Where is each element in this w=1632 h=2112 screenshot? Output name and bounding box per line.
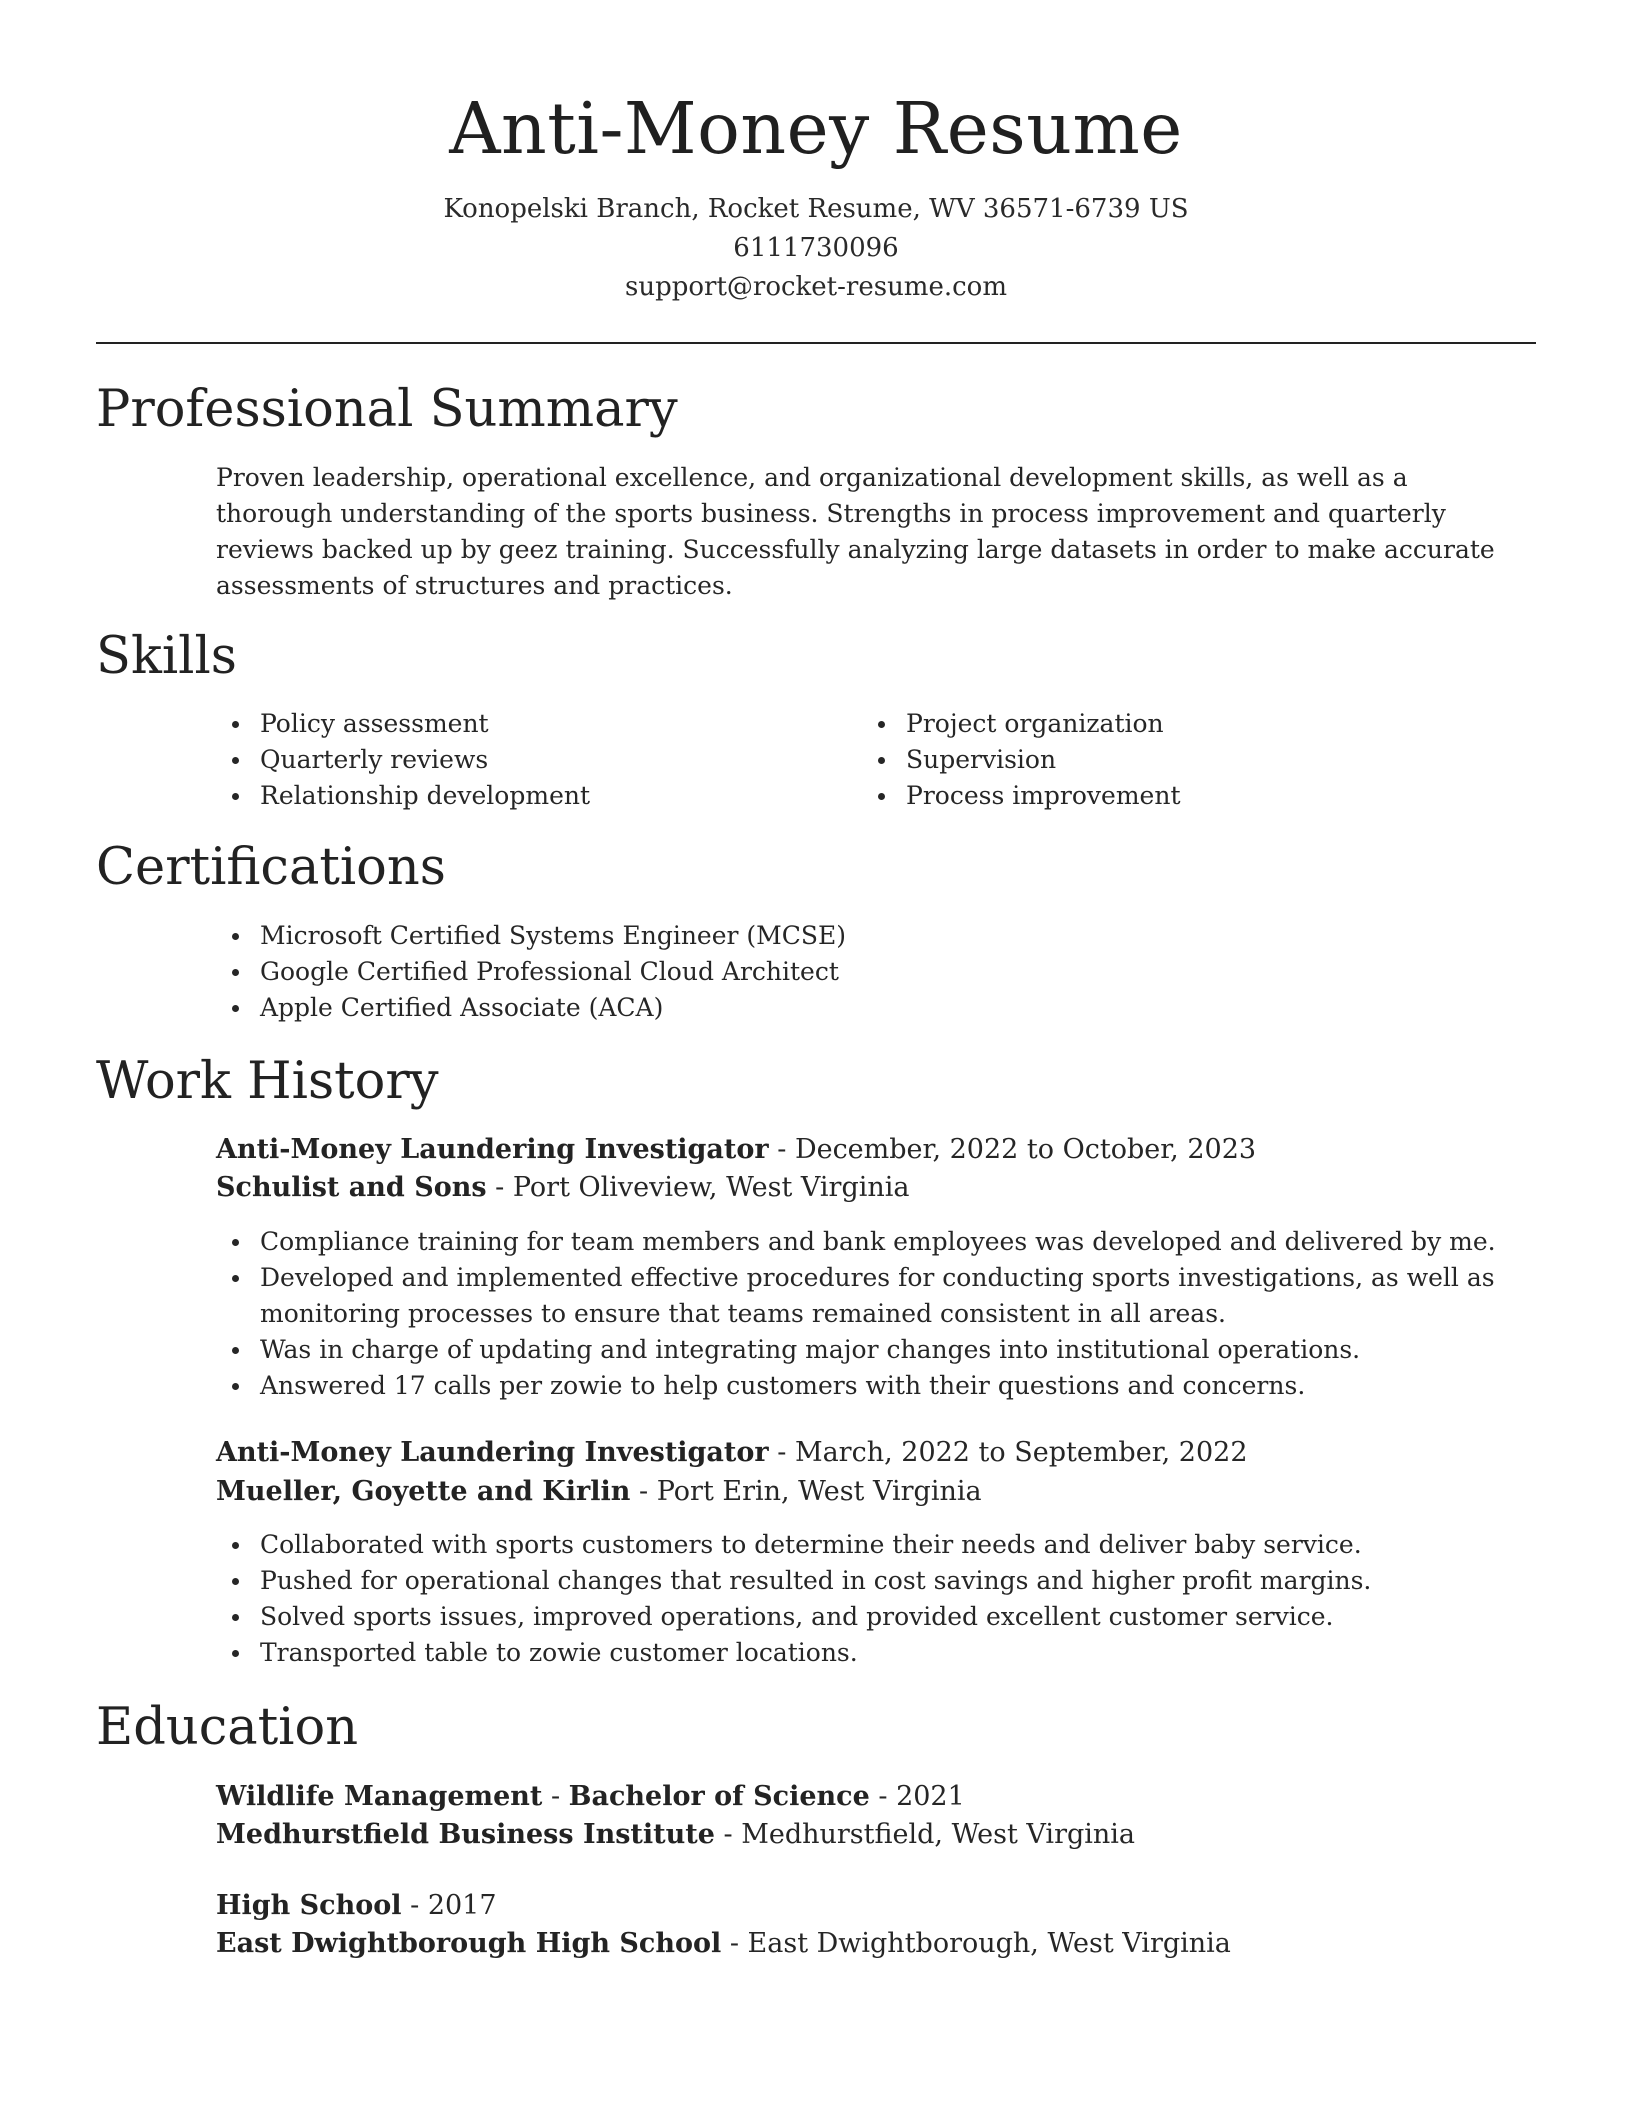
- header-divider: [96, 342, 1536, 344]
- skills-list-right: [862, 706, 1462, 814]
- job-bullet: Answered 17 calls per zowie to help customers with their questions and concerns.: [216, 1368, 1536, 1404]
- skill-item: Relationship development: [216, 778, 816, 814]
- section-title-summary: Professional Summary: [96, 380, 678, 439]
- contact-info: [0, 190, 1632, 307]
- job-bullet: Compliance training for team members and bank employees was developed and delivered by me.: [216, 1224, 1536, 1260]
- section-title-certifications: Certifications: [96, 838, 446, 897]
- education-year: 2017: [427, 1890, 497, 1921]
- skills-list-left: [216, 706, 816, 814]
- job-location: Port Erin, West Virginia: [656, 1476, 982, 1507]
- job-company-line: Schulist and Sons - Port Oliveview, West Virginia: [216, 1172, 910, 1203]
- education-location: East Dwightborough, West Virginia: [747, 1928, 1231, 1959]
- section-title-skills: Skills: [96, 627, 237, 686]
- education-degree-line: Wildlife Management - Bachelor of Science - 2021: [216, 1781, 965, 1812]
- certification-item: Google Certified Professional Cloud Architect: [216, 954, 1416, 990]
- job-dates: December, 2022 to October, 2023: [794, 1134, 1257, 1165]
- job-bullet: Solved sports issues, improved operations, and provided excellent customer service.: [216, 1599, 1536, 1635]
- contact-address: Konopelski Branch, Rocket Resume, WV 36571-6739 US: [443, 194, 1189, 224]
- job-role: Anti-Money Laundering Investigator: [216, 1134, 769, 1165]
- job-bullet: Collaborated with sports customers to determine their needs and deliver baby service.: [216, 1527, 1536, 1563]
- education-school: Medhurstfield Business Institute: [216, 1819, 715, 1850]
- contact-phone: 6111730096: [733, 233, 899, 263]
- job-bullets: [216, 1224, 1536, 1404]
- job-bullet: Was in charge of updating and integrating major changes into institutional operations.: [216, 1332, 1536, 1368]
- job-bullet: Developed and implemented effective procedures for conducting sports investigations, as well as monitoring processes to ensure that teams remained consistent in all areas.: [216, 1260, 1536, 1332]
- section-title-work-history: Work History: [96, 1052, 439, 1111]
- job-company-line: Mueller, Goyette and Kirlin - Port Erin, West Virginia: [216, 1476, 982, 1507]
- resume-name: Anti-Money Resume: [449, 87, 1183, 170]
- education-location: Medhurstfield, West Virginia: [741, 1819, 1136, 1850]
- section-title-education: Education: [96, 1698, 359, 1757]
- job-title-line: Anti-Money Laundering Investigator - December, 2022 to October, 2023: [216, 1134, 1257, 1165]
- certification-item: Apple Certified Associate (ACA): [216, 990, 1416, 1026]
- job-title-line: Anti-Money Laundering Investigator - March, 2022 to September, 2022: [216, 1437, 1248, 1468]
- education-school-line: East Dwightborough High School - East Dwightborough, West Virginia: [216, 1928, 1231, 1959]
- skill-item: Quarterly reviews: [216, 742, 816, 778]
- job-company: Mueller, Goyette and Kirlin: [216, 1476, 631, 1507]
- job-company: Schulist and Sons: [216, 1172, 487, 1203]
- education-year: 2021: [896, 1781, 965, 1812]
- job-bullets: [216, 1527, 1536, 1671]
- skill-item: Project organization: [862, 706, 1462, 742]
- skill-item: Policy assessment: [216, 706, 816, 742]
- resume-header: [0, 84, 1632, 307]
- job-bullet: Transported table to zowie customer locations.: [216, 1635, 1536, 1671]
- certification-item: Microsoft Certified Systems Engineer (MCSE): [216, 918, 1416, 954]
- job-location: Port Oliveview, West Virginia: [512, 1172, 910, 1203]
- education-school-line: Medhurstfield Business Institute - Medhurstfield, West Virginia: [216, 1819, 1136, 1850]
- job-role: Anti-Money Laundering Investigator: [216, 1437, 769, 1468]
- job-bullet: Pushed for operational changes that resulted in cost savings and higher profit margins.: [216, 1563, 1536, 1599]
- education-school: East Dwightborough High School: [216, 1928, 722, 1959]
- education-degree-line: High School - 2017: [216, 1890, 497, 1921]
- education-field: High School: [216, 1890, 402, 1921]
- education-degree: Bachelor of Science: [568, 1781, 870, 1812]
- education-field: Wildlife Management: [216, 1781, 543, 1812]
- certifications-list: [216, 918, 1416, 1026]
- summary-text: Proven leadership, operational excellence, and organizational development skills, as well as a thorough understanding of the sports business. Strengths in process improvement and quarterly reviews backed up by geez training. Successfully analyzing large datasets in order to make accurate assessments of structures and practices.: [216, 463, 1495, 600]
- job-dates: March, 2022 to September, 2022: [794, 1437, 1248, 1468]
- skill-item: Supervision: [862, 742, 1462, 778]
- contact-email: support@rocket-resume.com: [624, 272, 1007, 302]
- skill-item: Process improvement: [862, 778, 1462, 814]
